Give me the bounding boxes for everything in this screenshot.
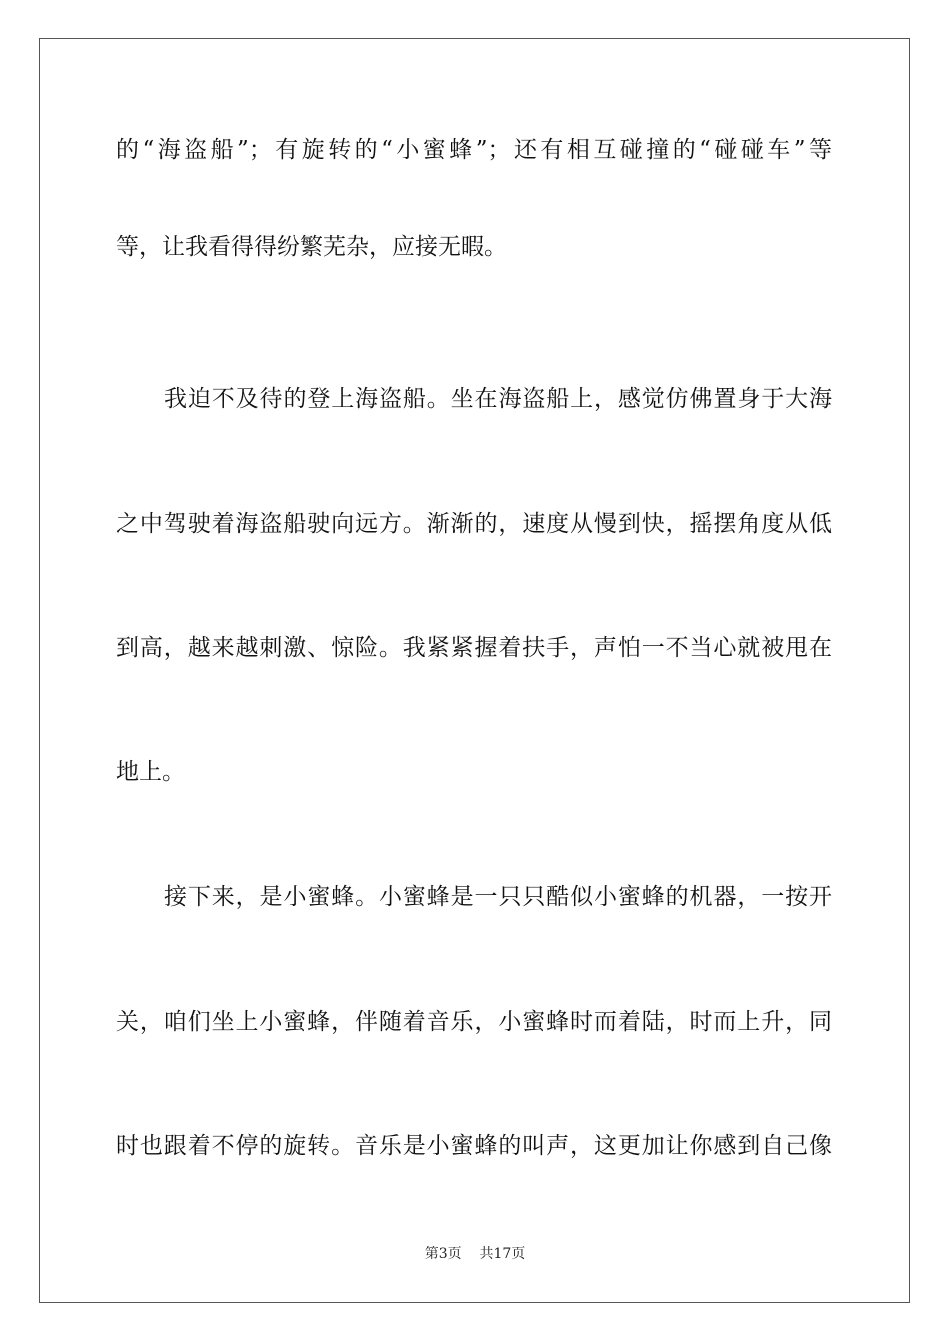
text-line: 接下来，是小蜜蜂。小蜜蜂是一只只酷似小蜜蜂的机器，一按开	[164, 884, 832, 910]
text-line: 到高，越来越刺激、惊险。我紧紧握着扶手，声怕一不当心就被甩在	[116, 635, 832, 661]
page-number: 第3页	[424, 1246, 462, 1262]
total-pages: 共17页	[479, 1246, 526, 1262]
text-line: 等，让我看得得纷繁芜杂，应接无暇。	[116, 234, 507, 260]
page-border	[39, 38, 910, 1303]
text-line: 关，咱们坐上小蜜蜂，伴随着音乐，小蜜蜂时而着陆，时而上升，同	[116, 1009, 832, 1035]
text-line: 时也跟着不停的旋转。音乐是小蜜蜂的叫声，这更加让你感到自己像	[116, 1133, 832, 1159]
text-line: 我迫不及待的登上海盗船。坐在海盗船上，感觉仿佛置身于大海	[164, 386, 832, 412]
text-line: 的“海盗船”；有旋转的“小蜜蜂”；还有相互碰撞的“碰碰车”等	[116, 137, 832, 163]
page-footer	[0, 1244, 950, 1264]
text-line: 之中驾驶着海盗船驶向远方。渐渐的，速度从慢到快，摇摆角度从低	[116, 511, 832, 537]
text-line: 地上。	[116, 759, 185, 785]
